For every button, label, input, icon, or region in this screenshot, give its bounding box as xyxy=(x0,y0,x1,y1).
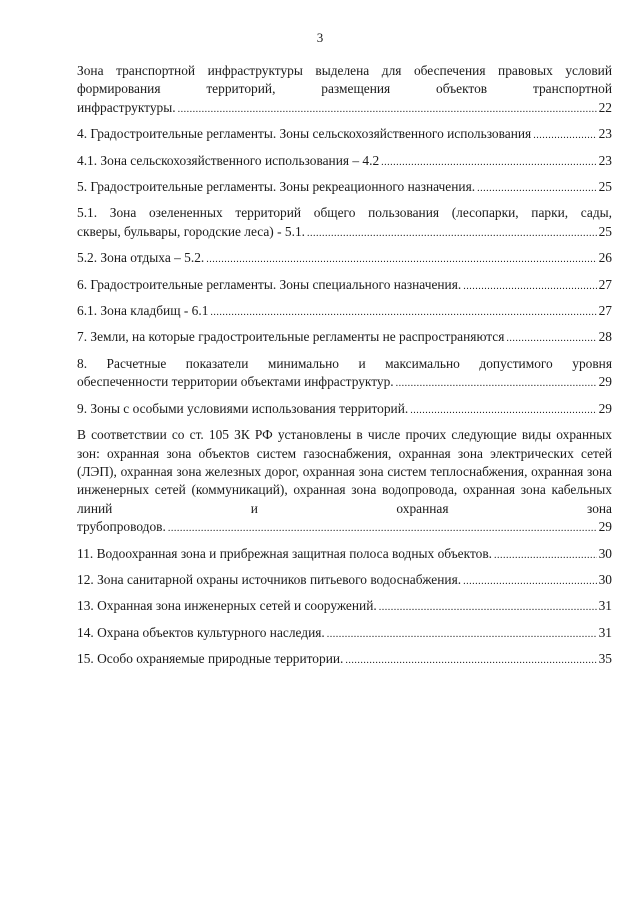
toc-entry-title: 15. Особо охраняемые природные территории. xyxy=(77,651,344,667)
toc-entry xyxy=(77,400,612,420)
toc-entry-title: обеспеченности территории объектами инфраструктур. xyxy=(77,374,394,390)
toc-entry-text: Зона транспортной инфраструктуры выделена для обеспечения правовых условий формирования территорий, размещения объектов транспортной xyxy=(77,63,612,97)
toc-page-number: 29 xyxy=(598,374,612,390)
toc-entry-line xyxy=(77,545,612,565)
toc-entry-title: 13. Охранная зона инженерных сетей и сооружений. xyxy=(77,598,377,614)
toc-leader-dots xyxy=(477,180,597,198)
toc-entry xyxy=(77,597,612,617)
toc-page-number: 30 xyxy=(598,571,612,587)
toc-page-number: 26 xyxy=(598,250,612,266)
toc-entry xyxy=(77,249,612,269)
toc-entry-line xyxy=(77,125,612,145)
toc-page-number: 30 xyxy=(598,545,612,561)
toc-entry-line xyxy=(77,99,612,119)
toc-entry-title: 5.2. Зона отдыха – 5.2. xyxy=(77,250,205,266)
table-of-contents xyxy=(77,62,612,677)
toc-entry-line xyxy=(77,223,612,243)
toc-page-number: 35 xyxy=(598,651,612,667)
toc-leader-dots xyxy=(463,573,597,591)
toc-entry xyxy=(77,624,612,644)
toc-page-number: 27 xyxy=(598,276,612,292)
toc-entry-title: 6. Градостроительные регламенты. Зоны специального назначения. xyxy=(77,276,462,292)
toc-entry-line xyxy=(77,249,612,269)
toc-entry-line xyxy=(77,624,612,644)
toc-leader-dots xyxy=(381,154,596,172)
toc-entry-title: 12. Зона санитарной охраны источников питьевого водоснабжения. xyxy=(77,571,462,587)
toc-page-number: 25 xyxy=(598,223,612,239)
toc-entry-line xyxy=(77,328,612,348)
toc-page-number: 29 xyxy=(598,519,612,535)
toc-leader-dots xyxy=(327,626,597,644)
toc-leader-dots xyxy=(206,251,596,269)
toc-entry-title: 9. Зоны с особыми условиями использования территорий. xyxy=(77,400,409,416)
toc-entry xyxy=(77,545,612,565)
toc-entry-title: 4. Градостроительные регламенты. Зоны сельскохозяйственного использования xyxy=(77,126,532,142)
toc-entry-line xyxy=(77,518,612,538)
toc-entry-text: 8. Расчетные показатели минимально и максимально допустимого уровня xyxy=(77,355,612,371)
toc-entry-title: 6.1. Зона кладбищ - 6.1 xyxy=(77,303,209,319)
toc-entry-line xyxy=(77,650,612,670)
toc-leader-dots xyxy=(178,101,597,119)
toc-entry-line xyxy=(77,178,612,198)
toc-entry xyxy=(77,152,612,172)
toc-leader-dots xyxy=(410,402,596,420)
toc-entry xyxy=(77,426,612,538)
toc-entry-title: скверы, бульвары, городские леса) - 5.1. xyxy=(77,223,305,239)
toc-leader-dots xyxy=(168,520,597,538)
toc-leader-dots xyxy=(494,547,597,565)
page-number: 3 xyxy=(316,30,324,45)
toc-page-number: 27 xyxy=(598,303,612,319)
toc-entry-text: 5.1. Зона озелененных территорий общего пользования (лесопарки, парки, сады, xyxy=(77,205,612,221)
toc-entry-line xyxy=(77,276,612,296)
toc-entry xyxy=(77,328,612,348)
toc-entry-title: 7. Земли, на которые градостроительные регламенты не распространяются xyxy=(77,329,505,345)
toc-page-number: 22 xyxy=(598,99,612,115)
toc-entry xyxy=(77,276,612,296)
toc-page-number: 31 xyxy=(598,598,612,614)
toc-page-number: 25 xyxy=(598,179,612,195)
toc-entry-title: инфраструктуры. xyxy=(77,99,176,115)
toc-entry-title: 11. Водоохранная зона и прибрежная защитная полоса водных объектов. xyxy=(77,545,492,561)
toc-leader-dots xyxy=(506,330,596,348)
toc-entry xyxy=(77,62,612,119)
toc-page-number: 28 xyxy=(598,329,612,345)
toc-entry-title: трубопроводов. xyxy=(77,519,166,535)
toc-entry-line xyxy=(77,400,612,420)
toc-entry-title: 4.1. Зона сельскохозяйственного использования – 4.2 xyxy=(77,152,380,168)
toc-leader-dots xyxy=(533,127,596,145)
toc-leader-dots xyxy=(210,304,596,322)
toc-entry xyxy=(77,178,612,198)
toc-page-number: 31 xyxy=(598,624,612,640)
toc-page-number: 23 xyxy=(598,126,612,142)
toc-entry-title: 5. Градостроительные регламенты. Зоны рекреационного назначения. xyxy=(77,179,476,195)
toc-entry-line xyxy=(77,571,612,591)
toc-entry xyxy=(77,355,612,394)
toc-entry-line xyxy=(77,373,612,393)
toc-entry-text: В соответствии со ст. 105 ЗК РФ установлены в числе прочих следующие виды охранных зон: охранная зона объектов систем газоснабжения, охранная зона электрических сетей (ЛЭП), охранная зона железных дорог, охранная зона систем теплоснабжения, охранная зона инженерных сетей (коммуникаций), охранная зона водопровода, охранная зона кабельных линий и охранная зона xyxy=(77,427,612,516)
toc-leader-dots xyxy=(396,375,597,393)
toc-leader-dots xyxy=(307,225,597,243)
toc-leader-dots xyxy=(463,278,596,296)
toc-leader-dots xyxy=(379,599,597,617)
toc-entry xyxy=(77,204,612,243)
toc-page-number: 23 xyxy=(598,152,612,168)
toc-entry xyxy=(77,650,612,670)
toc-page-number: 29 xyxy=(598,400,612,416)
toc-leader-dots xyxy=(345,652,596,670)
toc-entry xyxy=(77,302,612,322)
toc-entry-title: 14. Охрана объектов культурного наследия. xyxy=(77,624,325,640)
toc-entry xyxy=(77,125,612,145)
toc-entry-line xyxy=(77,302,612,322)
toc-entry-line xyxy=(77,152,612,172)
toc-entry-line xyxy=(77,597,612,617)
toc-entry xyxy=(77,571,612,591)
